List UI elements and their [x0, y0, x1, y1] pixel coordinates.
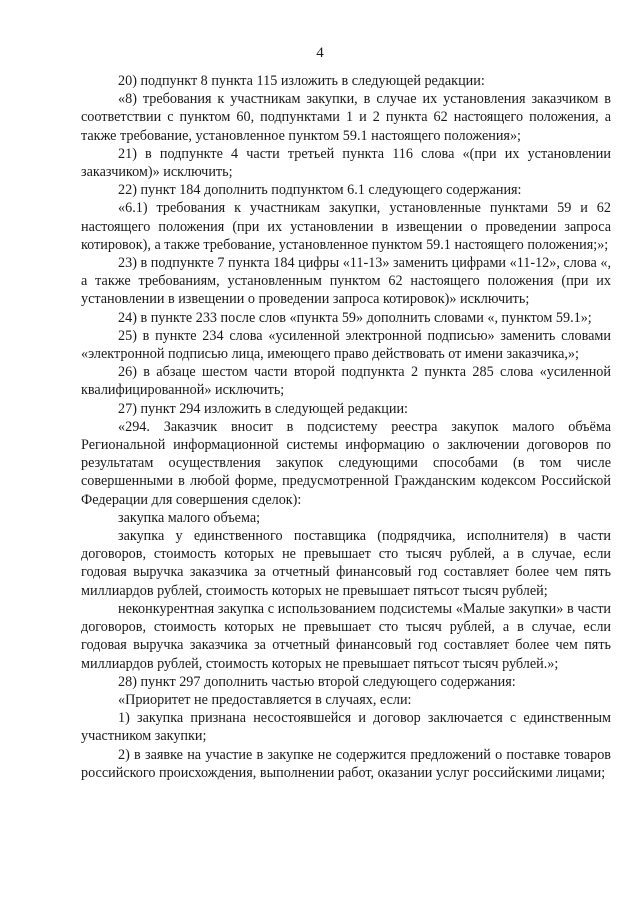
paragraph: 28) пункт 297 дополнить частью второй следующего содержания:	[118, 673, 516, 690]
document-body	[81, 72, 611, 782]
paragraph: 25) в пункте 234 слова «усиленной электронной подписью» заменить словами «электронной подписью лица, имеющего право действовать от имени заказчика,»;	[81, 327, 611, 363]
paragraph: 27) пункт 294 изложить в следующей редакции:	[118, 400, 408, 417]
paragraph: 20) подпункт 8 пункта 115 изложить в следующей редакции:	[118, 73, 485, 89]
paragraph: закупка малого объема;	[118, 509, 261, 526]
paragraph: 2) в заявке на участие в закупке не содержится предложений о поставке товаров российского происхождения, выполнении работ, оказании услуг российскими лицами;	[81, 746, 611, 781]
paragraph: 23) в подпункте 7 пункта 184 цифры «11-13» заменить цифрами «11-12», слова «, а также требованиям, установленным пунктом 62 настоящего положения (при их установлении в извещении о проведении запроса котировок)» исключить;	[81, 255, 611, 308]
paragraph: 21) в подпункте 4 части третьей пункта 116 слова «(при их установлении заказчиком)» исключить;	[81, 145, 611, 181]
paragraph: «294. Заказчик вносит в подсистему реестра закупок малого объёма Региональной информационной системы информацию о заключении договоров по результатам осуществления закупок следующими способами (в том числе совершенными в любой форме, предусмотренной Гражданским кодексом Российской Федерации для совершения сделок):	[81, 418, 611, 508]
paragraph: 22) пункт 184 дополнить подпунктом 6.1 следующего содержания:	[118, 182, 522, 199]
paragraph: 24) в пункте 233 после слов «пункта 59» дополнить словами «, пунктом 59.1»;	[118, 309, 592, 326]
paragraph: «6.1) требования к участникам закупки, установленные пунктами 59 и 62 настоящего положения (при их установлении в извещении о проведении запроса котировок), а также требование, установленное пунктом 59.1 настоящего положения;»;	[81, 200, 611, 253]
paragraph: «Приоритет не предоставляется в случаях, если:	[118, 691, 412, 708]
page-number: 4	[316, 45, 324, 61]
paragraph: неконкурентная закупка с использованием подсистемы «Малые закупки» в части договоров, стоимость которых не превышает сто тысяч рублей, а в случае, если годовая выручка заказчика за отчетный финансовый год составляет более чем пять миллиардов рублей, стоимость которых не превышает пятьсот тысяч рублей.»;	[81, 600, 611, 672]
paragraph: 26) в абзаце шестом части второй подпункта 2 пункта 285 слова «усиленной квалифицированной» исключить;	[81, 364, 611, 399]
paragraph: «8) требования к участникам закупки, в случае их установления заказчиком в соответствии с пунктом 60, подпунктами 1 и 2 пункта 62 настоящего положения, а также требование, установленное пунктом 59.1 настоящего положения»;	[81, 91, 611, 144]
paragraph: закупка у единственного поставщика (подрядчика, исполнителя) в части договоров, стоимость которых не превышает сто тысяч рублей, а в случае, если годовая выручка заказчика за отчетный финансовый год составляет более чем пять миллиардов рублей, стоимость которых не превышает пятьсот тысяч рублей;	[81, 528, 611, 599]
paragraph: 1) закупка признана несостоявшейся и договор заключается с единственным участником закупки;	[81, 710, 611, 745]
